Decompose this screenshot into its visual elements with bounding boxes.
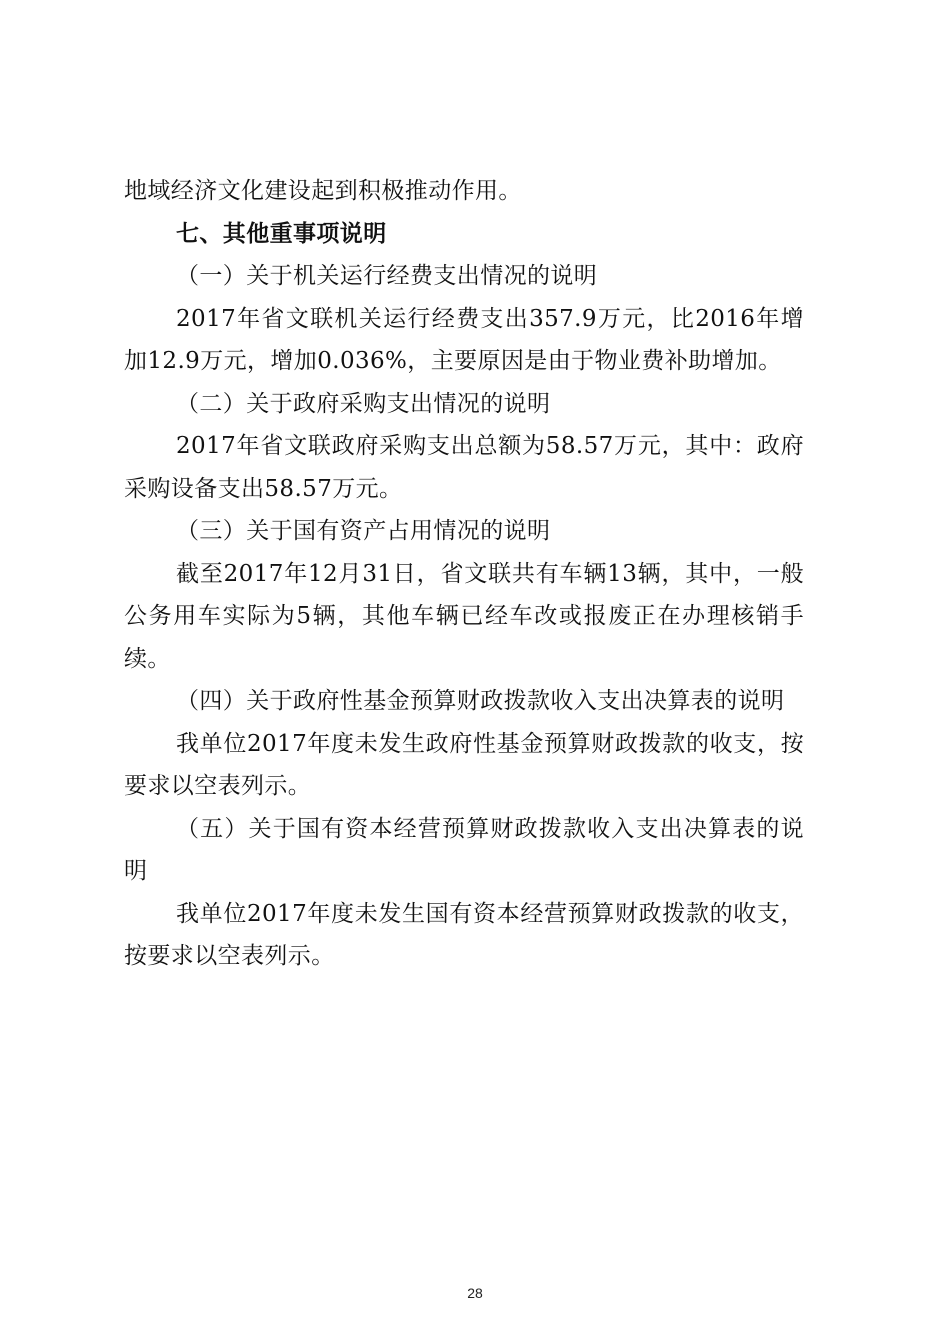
paragraph-government-fund-budget: 我单位2017年度未发生政府性基金预算财政拨款的收支，按要求以空表列示。 bbox=[124, 730, 804, 799]
subheading-state-capital-budget: （五）关于国有资本经营预算财政拨款收入支出决算表的说明 bbox=[124, 815, 804, 884]
page-number: 28 bbox=[467, 1285, 483, 1301]
document-body bbox=[124, 170, 804, 978]
paragraph-state-capital-budget: 我单位2017年度未发生国有资本经营预算财政拨款的收支，按要求以空表列示。 bbox=[124, 900, 804, 969]
paragraph-operating-expenses: 2017年省文联机关运行经费支出357.9万元，比2016年增加12.9万元，增加0.036%，主要原因是由于物业费补助增加。 bbox=[124, 305, 804, 374]
paragraph-government-procurement: 2017年省文联政府采购支出总额为58.57万元，其中：政府采购设备支出58.57万元。 bbox=[124, 433, 804, 502]
paragraph-state-assets: 截至2017年12月31日，省文联共有车辆13辆，其中，一般公务用车实际为5辆，其他车辆已经车改或报废正在办理核销手续。 bbox=[124, 560, 804, 672]
paragraph-intro-continuation: 地域经济文化建设起到积极推动作用。 bbox=[124, 178, 522, 204]
subheading-government-fund-budget: （四）关于政府性基金预算财政拨款收入支出决算表的说明 bbox=[176, 688, 785, 714]
section-heading-other-matters: 七、其他重事项说明 bbox=[176, 219, 387, 247]
subheading-government-procurement: （二）关于政府采购支出情况的说明 bbox=[176, 390, 551, 417]
subheading-state-assets: （三）关于国有资产占用情况的说明 bbox=[176, 518, 551, 544]
subheading-operating-expenses: （一）关于机关运行经费支出情况的说明 bbox=[176, 263, 598, 289]
